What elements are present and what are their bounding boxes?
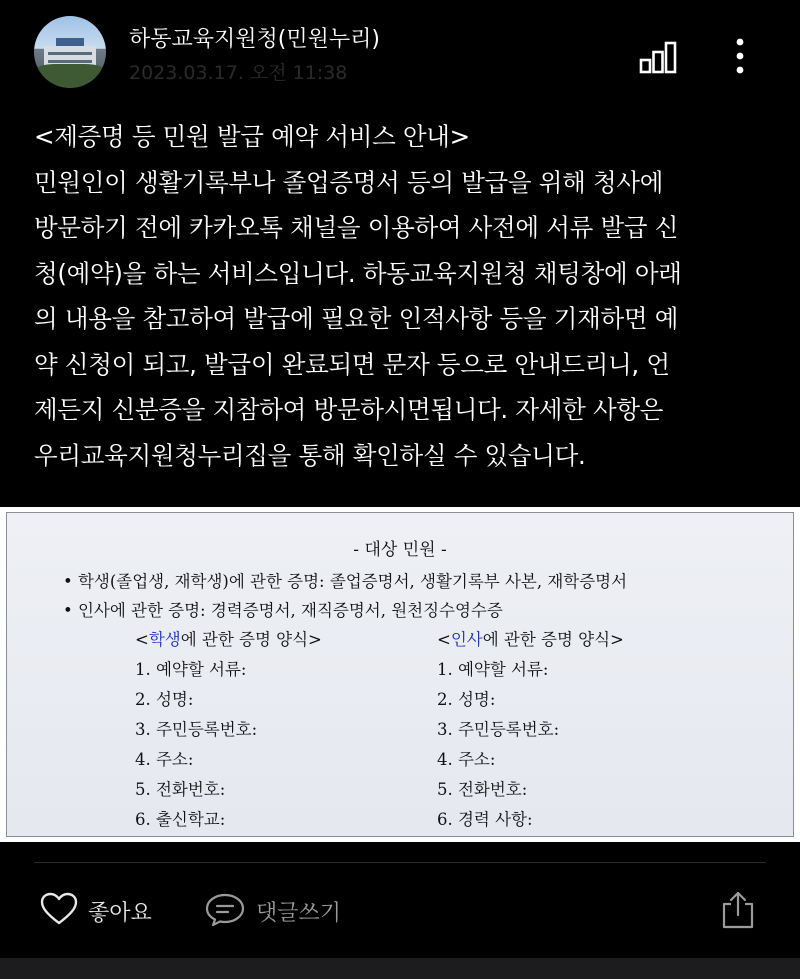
channel-avatar[interactable] bbox=[34, 16, 106, 88]
attached-document-image[interactable] bbox=[0, 507, 800, 842]
channel-name[interactable]: 하동교육지원청(민원누리) bbox=[129, 27, 380, 52]
post-text-line: 의 내용을 참고하여 발급에 필요한 인적사항 등을 기재하면 예 bbox=[34, 304, 679, 333]
speech-bubble-icon[interactable] bbox=[204, 892, 246, 928]
bullet-hr-certificates: • 인사에 관한 증명: 경력증명서, 재직증명서, 원천징수영수증 bbox=[63, 601, 503, 620]
hr-form-title-suffix: 에 관한 증명 양식> bbox=[482, 630, 624, 649]
post-title-line: <제증명 등 민원 발급 예약 서비스 안내> bbox=[34, 122, 470, 151]
bottom-navigation-strip bbox=[0, 958, 800, 979]
post-text-line: 방문하기 전에 카카오톡 채널을 이용하여 사전에 서류 발급 신 bbox=[34, 213, 679, 242]
hr-field: 1. 예약할 서류: bbox=[437, 660, 549, 679]
avatar-window-row bbox=[48, 60, 92, 63]
post-text-line: 민원인이 생활기록부나 졸업증명서 등의 발급을 위해 청사에 bbox=[34, 167, 664, 197]
hr-field: 2. 성명: bbox=[437, 690, 496, 709]
post-text-line: 약 신청이 되고, 발급이 완료되면 문자 등으로 안내드리니, 언 bbox=[34, 349, 670, 379]
post-body-text bbox=[34, 114, 774, 478]
hr-form-title bbox=[437, 626, 624, 650]
student-field: 5. 전화번호: bbox=[135, 780, 226, 799]
hr-field: 6. 경력 사항: bbox=[437, 810, 533, 829]
hr-field: 5. 전화번호: bbox=[437, 780, 528, 799]
heart-outline-icon[interactable] bbox=[40, 892, 78, 926]
share-upload-icon[interactable] bbox=[720, 890, 756, 930]
post-text-line: 청(예약)을 하는 서비스입니다. 하동교육지원청 채팅창에 아래 bbox=[34, 258, 682, 288]
post-text-line: 제든지 신분증을 지참하여 방문하시면됩니다. 자세한 사항은 bbox=[34, 395, 664, 424]
actions-divider bbox=[34, 862, 766, 863]
post-date: 2023.03.17. 오전 11:38 bbox=[129, 62, 348, 84]
hr-field: 4. 주소: bbox=[437, 750, 496, 769]
post-text-line: 우리교육지원청누리집을 통해 확인하실 수 있습니다. bbox=[34, 440, 586, 470]
bullet-student-certificates: • 학생(졸업생, 재학생)에 관한 증명: 졸업증명서, 생활기록부 사본, 재학증명서 bbox=[63, 572, 628, 591]
student-form-title bbox=[135, 626, 322, 650]
student-field: 3. 주민등록번호: bbox=[135, 720, 258, 739]
student-form-title-suffix: 에 관한 증명 양식> bbox=[180, 630, 322, 649]
like-button-label[interactable]: 좋아요 bbox=[88, 901, 152, 926]
avatar-window-row bbox=[48, 52, 92, 55]
hr-form-title-highlight: 인사 bbox=[450, 630, 483, 649]
student-form-title-prefix: < bbox=[135, 630, 149, 649]
post-header bbox=[0, 0, 800, 110]
student-field: 1. 예약할 서류: bbox=[135, 660, 247, 679]
student-field: 2. 성명: bbox=[135, 690, 194, 709]
student-form-title-highlight: 학생 bbox=[148, 630, 181, 649]
post-actions-bar bbox=[0, 880, 800, 940]
document-frame bbox=[6, 512, 794, 837]
avatar-trees bbox=[34, 64, 106, 88]
comment-button-label[interactable]: 댓글쓰기 bbox=[256, 901, 342, 926]
hr-form-title-prefix: < bbox=[437, 630, 451, 649]
student-field: 4. 주소: bbox=[135, 750, 194, 769]
bar-chart-icon[interactable] bbox=[638, 40, 678, 74]
document-heading: - 대상 민원 - bbox=[353, 540, 447, 560]
student-field: 6. 출신학교: bbox=[135, 810, 226, 829]
hr-field: 3. 주민등록번호: bbox=[437, 720, 560, 739]
more-vertical-icon[interactable] bbox=[726, 36, 754, 76]
